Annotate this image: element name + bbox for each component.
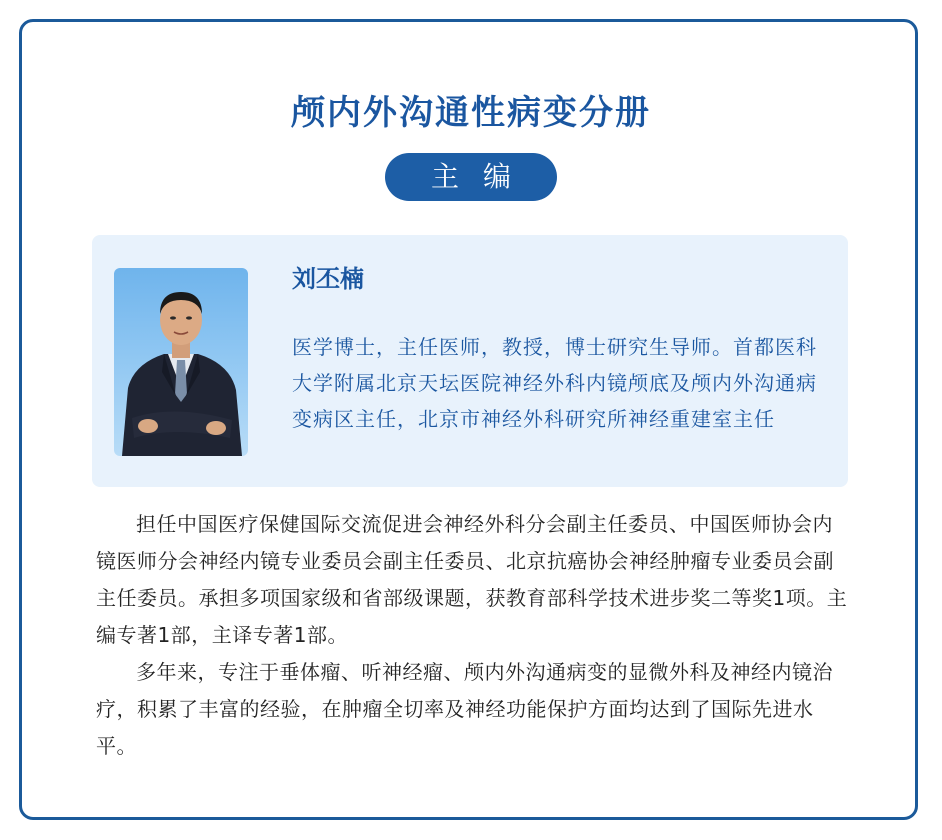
- biography-paragraph: 多年来，专注于垂体瘤、听神经瘤、颅内外沟通病变的显微外科及神经内镜治疗，积累了丰富的经验，在肿瘤全切率及神经功能保护方面均达到了国际先进水平。: [96, 660, 833, 758]
- biography: [96, 506, 852, 765]
- editor-intro: 医学博士，主任医师，教授，博士研究生导师。首都医科大学附属北京天坛医院神经外科内镜颅底及颅内外沟通病变病区主任，北京市神经外科研究所神经重建室主任: [292, 335, 817, 431]
- portrait-photo: [114, 268, 248, 456]
- portrait-illustration: [114, 268, 248, 456]
- page-title: 颅内外沟通性病变分册: [291, 93, 651, 133]
- role-badge: 主编: [385, 153, 557, 201]
- editor-name: 刘丕楠: [292, 265, 364, 293]
- biography-paragraph: 担任中国医疗保健国际交流促进会神经外科分会副主任委员、中国医师协会内镜医师分会神经内镜专业委员会副主任委员、北京抗癌协会神经肿瘤专业委员会副主任委员。承担多项国家级和省部级课题，获教育部科学技术进步奖二等奖1项。主编专著1部，主译专著1部。: [96, 512, 848, 647]
